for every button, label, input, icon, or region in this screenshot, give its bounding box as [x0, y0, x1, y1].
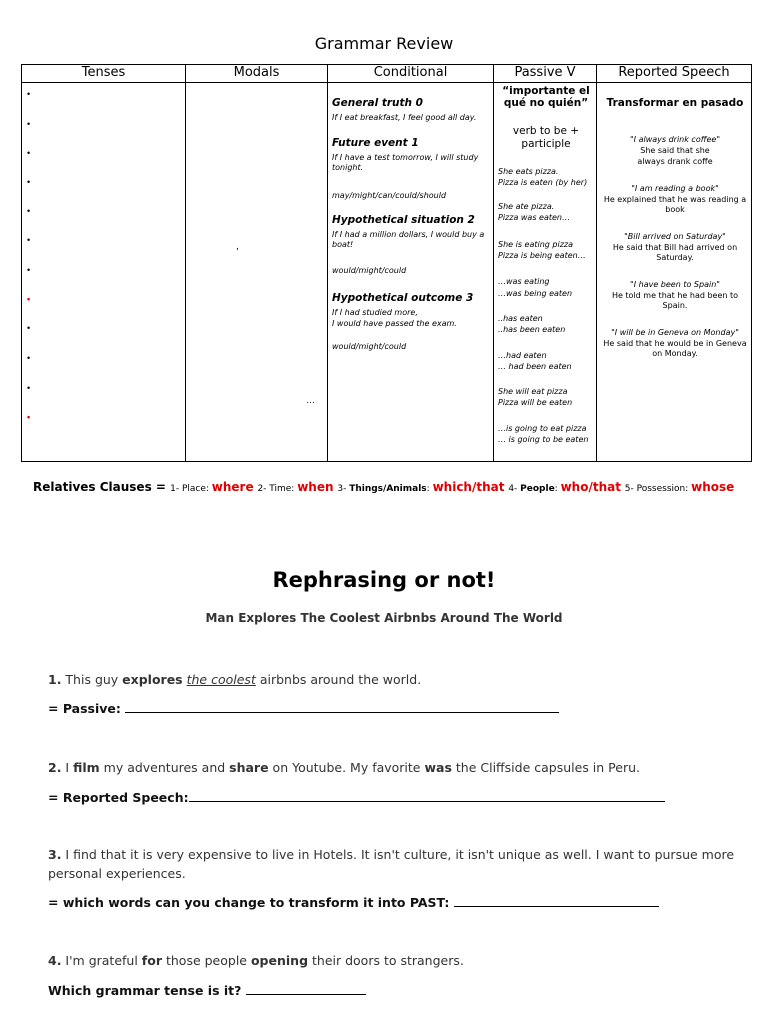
passive-active-6: She will eat pizza: [498, 387, 568, 396]
q2-number: 2.: [48, 760, 62, 775]
q2-bold-share: share: [229, 760, 269, 775]
cond-modals-3: would/might/could: [332, 342, 407, 351]
relative-colon: :: [426, 484, 433, 494]
q1-underlined: the coolest: [186, 672, 256, 687]
answer-4-label: Which grammar tense is it?: [48, 983, 246, 998]
answer-2-label: = Reported Speech:: [48, 790, 189, 805]
bullet-red: •: [27, 294, 31, 304]
cond-example-0: If I eat breakfast, I feel good all day.: [332, 113, 477, 122]
relative-word-who: who/that: [560, 480, 621, 494]
passive-active-1: She ate pizza.: [498, 202, 555, 211]
question-4: [48, 951, 738, 970]
reported-indirect-3: He told me that he had been to Spain.: [611, 291, 739, 310]
passive-active-3: …was eating: [498, 277, 550, 286]
cond-heading-1: Future event 1: [332, 137, 419, 149]
answer-1-blank[interactable]: [125, 700, 559, 713]
grammar-table: [21, 64, 752, 462]
q1-bold: explores: [122, 672, 183, 687]
cond-example-3b: I would have passed the exam.: [332, 319, 457, 328]
header-modals: Modals: [186, 65, 328, 83]
header-conditional: Conditional: [328, 65, 494, 83]
bullet: •: [27, 383, 31, 393]
q1-text-end: airbnbs around the world.: [255, 672, 422, 687]
relative-label-possession: 5- Possession:: [624, 484, 692, 494]
passive-active-2: She is eating pizza: [498, 240, 574, 249]
passive-active-5: …had eaten: [498, 351, 547, 360]
answer-3-label: = which words can you change to transform it into PAST:: [48, 895, 454, 910]
relative-label-time: 2- Time:: [257, 484, 298, 494]
bullet: •: [27, 148, 31, 158]
bullet: •: [27, 177, 31, 187]
q2-text-3: on Youtube. My favorite: [268, 760, 425, 775]
passive-active-4: ..has eaten: [498, 314, 543, 323]
reported-head: Transformar en pasado: [606, 97, 744, 109]
q4-bold-for: for: [141, 953, 162, 968]
q1-number: 1.: [48, 672, 62, 687]
passive-passive-6: Pizza will be eaten: [498, 398, 573, 407]
passive-passive-7: … is going to be eaten: [498, 435, 589, 444]
reported-cell: [597, 83, 752, 462]
reported-indirect-1: He explained that he was reading a book: [603, 195, 747, 214]
reported-direct-0: "I always drink coffee": [629, 135, 721, 144]
reported-direct-2: "Bill arrived on Saturday": [624, 232, 726, 241]
q4-text-3: their doors to strangers.: [308, 953, 464, 968]
article-title: Man Explores The Coolest Airbnbs Around The World: [205, 611, 563, 625]
bullet-red: •: [27, 412, 31, 422]
q3-text: I find that it is very expensive to live in Hotels. It isn't culture, it isn't unique as well. I want to pursue more personal experiences.: [48, 847, 735, 881]
reported-direct-3: "I have been to Spain": [630, 280, 720, 289]
bullet: •: [27, 89, 31, 99]
relative-clauses-label: Relatives Clauses =: [33, 480, 171, 494]
reported-indirect-2: He said that Bill had arrived on Saturday.: [612, 243, 738, 262]
relative-word-whose: whose: [691, 480, 735, 494]
answer-3-blank[interactable]: [454, 894, 659, 907]
reported-direct-1: "I am reading a book": [631, 184, 719, 193]
reported-indirect-4: He said that he would be in Geneva on Monday.: [603, 339, 747, 358]
relative-word-when: when: [297, 480, 334, 494]
section-title: Rephrasing or not!: [272, 568, 496, 592]
question-1: [48, 670, 738, 689]
q2-bold-film: film: [73, 760, 100, 775]
answer-2-blank[interactable]: [189, 789, 665, 802]
bullet: •: [27, 206, 31, 216]
relative-word-where: where: [211, 480, 254, 494]
bullet: •: [27, 353, 31, 363]
q4-number: 4.: [48, 953, 62, 968]
relative-num-4: 4-: [508, 484, 521, 494]
passive-cell: [494, 83, 597, 462]
cond-modals-1: may/might/can/could/should: [332, 191, 447, 200]
reported-indirect-0a: She said that she: [640, 146, 710, 155]
cond-example-1: If I have a test tomorrow, I will study tonight.: [332, 153, 479, 172]
passive-passive-4: ..has been eaten: [498, 325, 566, 334]
answer-4: [48, 982, 366, 998]
bullet: •: [27, 235, 31, 245]
cond-example-2: If I had a million dollars, I would buy a boat!: [332, 230, 485, 249]
q4-text: I'm grateful: [61, 953, 142, 968]
relative-clauses-line: [33, 480, 734, 494]
q2-text: I: [61, 760, 74, 775]
modals-cell: [186, 83, 328, 462]
q2-text-2: my adventures and: [99, 760, 230, 775]
bullet: •: [27, 323, 31, 333]
passive-passive-1: Pizza was eaten…: [498, 213, 570, 222]
modals-comma: ,: [236, 241, 239, 252]
passive-passive-3: …was being eaten: [498, 289, 573, 298]
cond-modals-2: would/might/could: [332, 266, 407, 275]
passive-note: “importante el qué no quién”: [502, 85, 590, 109]
answer-4-blank[interactable]: [246, 982, 366, 995]
relative-label-place: 1- Place:: [170, 484, 212, 494]
relative-label-things: Things/Animals: [349, 484, 427, 494]
passive-passive-0: Pizza is eaten (by her): [498, 178, 588, 187]
passive-passive-2: Pizza is being eaten…: [498, 251, 586, 260]
cond-heading-3: Hypothetical outcome 3: [332, 292, 474, 304]
passive-active-7: …is going to eat pizza: [498, 424, 587, 433]
relative-word-which: which/that: [432, 480, 505, 494]
question-3: [48, 845, 738, 883]
passive-active-0: She eats pizza.: [498, 167, 559, 176]
q3-number: 3.: [48, 847, 62, 862]
relative-label-people: People: [520, 484, 555, 494]
question-2: [48, 758, 738, 777]
q4-text-2: those people: [162, 953, 251, 968]
q4-bold-opening: opening: [250, 953, 309, 968]
page-title: Grammar Review: [314, 34, 454, 53]
header-reported: Reported Speech: [597, 65, 752, 83]
cond-heading-2: Hypothetical situation 2: [332, 214, 475, 226]
relative-colon: :: [554, 484, 561, 494]
answer-1: [48, 700, 559, 716]
answer-3: [48, 894, 659, 910]
header-tenses: Tenses: [22, 65, 186, 83]
bullet: •: [27, 265, 31, 275]
modals-dots: …: [306, 395, 315, 405]
passive-passive-5: … had been eaten: [498, 362, 572, 371]
reported-direct-4: "I will be in Geneva on Monday": [611, 328, 739, 337]
q2-bold-was: was: [424, 760, 452, 775]
answer-1-label: = Passive:: [48, 701, 126, 716]
cond-example-3a: If I had studied more,: [332, 308, 418, 317]
header-passive: Passive V: [494, 65, 597, 83]
cond-heading-0: General truth 0: [332, 97, 423, 109]
q2-text-4: the Cliffside capsules in Peru.: [451, 760, 640, 775]
conditional-cell: [328, 83, 494, 462]
answer-2: [48, 789, 665, 805]
passive-rule: verb to be + participle: [512, 125, 580, 150]
tenses-cell: [22, 83, 186, 462]
q1-text: This guy: [61, 672, 123, 687]
reported-indirect-0b: always drank coffe: [637, 157, 713, 166]
bullet: •: [27, 119, 31, 129]
relative-num-3: 3-: [337, 484, 350, 494]
